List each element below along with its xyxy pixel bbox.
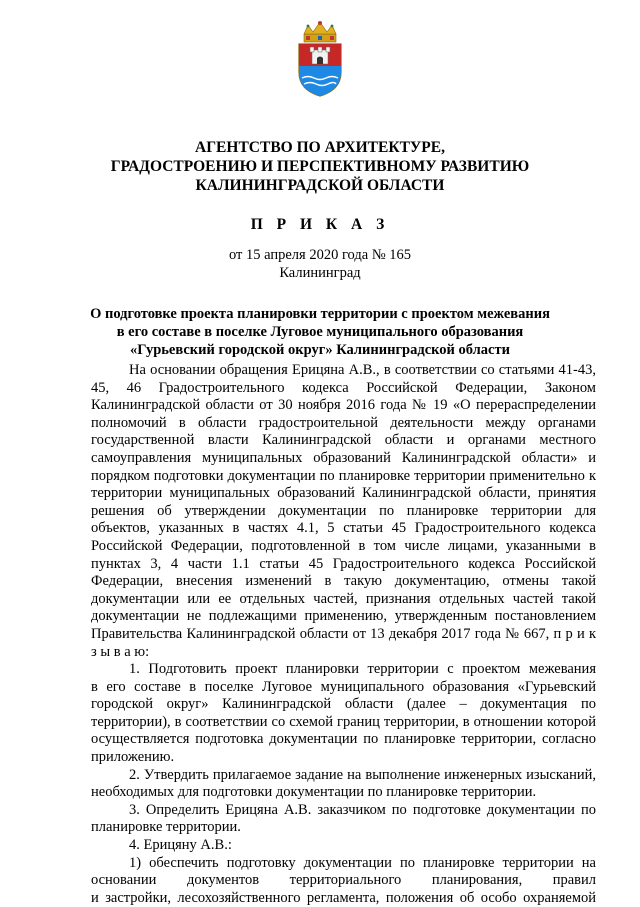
body-text-line: территории муниципальных образований Калининградской области, принятия	[91, 485, 596, 502]
document-type-title: П Р И К А З	[250, 216, 390, 233]
body-text-line: планировке территории.	[91, 819, 241, 836]
body-text-line: з ы в а ю:	[91, 643, 150, 660]
agency-line: АГЕНТСТВО ПО АРХИТЕКТУРЕ,	[195, 139, 445, 156]
body-text-line: 3. Определить Ерицяна А.В. заказчиком по подготовке документации по	[129, 801, 596, 818]
document-city: Калининград	[279, 265, 361, 281]
body-text-line: 45, 46 Градостроительного кодекса Российской Федерации, Законом	[91, 379, 596, 396]
crown-icon	[304, 21, 336, 42]
body-text-line: приложению.	[91, 749, 175, 766]
body-text-line: территории), в соответствии со схемой границ территории, в отношении которой	[91, 713, 596, 730]
body-text-line: необходимых для подготовки документации по планировке территории.	[91, 784, 537, 801]
body-text-line: самоуправления муниципальных образований Калининградской области» и	[91, 449, 596, 466]
body-text-line: и застройки, лесохозяйственного регламента, положения об особо охраняемой	[91, 889, 596, 906]
body-text-line: Федерации, внесения изменений в такую документацию, отмены такой	[91, 573, 596, 590]
body-text-line: На основании обращения Ерицяна А.В., в соответствии со статьями 41-43,	[129, 362, 596, 378]
document-body	[91, 362, 596, 907]
body-text-line: 1. Подготовить проект планировки территории с проектом межевания	[129, 661, 596, 678]
body-text-line: решения об утверждении документации по планировке территории для	[91, 502, 596, 519]
coat-of-arms-emblem	[296, 20, 344, 98]
body-text-line: полномочий в области градостроительной деятельности между органами	[91, 414, 596, 431]
body-text-line: порядком подготовки документации по планировке территории применительно к	[91, 467, 596, 484]
subject-line: О подготовке проекта планировки территории с проектом межевания	[90, 306, 550, 322]
document-subject	[60, 305, 580, 359]
body-text-line: государственной власти Калининградской области и органами местного	[91, 432, 596, 449]
shield-icon	[299, 44, 341, 96]
body-text-line: Российской Федерации, подготовленной в том числе лицами, указанными в	[91, 537, 596, 554]
document-meta	[60, 246, 580, 282]
subject-line: в его составе в поселке Луговое муниципального образования	[116, 324, 524, 340]
body-text-line: документации не подлежащими применению, утвержденным постановлением	[91, 608, 596, 625]
body-text-line: основании документов территориального планирования, правил	[91, 872, 596, 889]
agency-line: КАЛИНИНГРАДСКОЙ ОБЛАСТИ	[195, 177, 445, 194]
body-text-line: объектов, указанных в частях 4.1, 5 статьи 45 Градостроительного кодекса	[91, 520, 596, 537]
body-text-line: Правительства Калининградской области от 13 декабря 2017 года № 667, п р и к	[91, 625, 596, 642]
body-text-line: городской округ» Калининградской области (далее – документация по	[91, 696, 596, 713]
body-text-line: пунктах 3, 4 части 1.1 статьи 45 Градостроительного кодекса Российской	[91, 555, 596, 572]
agency-name	[60, 138, 580, 195]
body-text-line: осуществляется подготовка документации по планировке территории, согласно	[91, 731, 596, 748]
body-text-line: документации или ее отдельных частей, признания отдельных частей такой	[91, 590, 596, 607]
body-text-line: Калининградской области от 30 ноября 2016 года № 19 «О перераспределении	[91, 397, 596, 414]
document-date-number: от 15 апреля 2020 года № 165	[228, 247, 412, 263]
subject-line: «Гурьевский городской округ» Калининградской области	[130, 342, 510, 358]
body-text-line: 4. Ерицяну А.В.:	[129, 837, 232, 854]
agency-line: ГРАДОСТРОЕНИЮ И ПЕРСПЕКТИВНОМУ РАЗВИТИЮ	[110, 158, 530, 175]
body-text-line: 2. Утвердить прилагаемое задание на выполнение инженерных изысканий,	[129, 766, 596, 783]
body-text-line: 1) обеспечить подготовку документации по планировке территории на	[129, 854, 596, 871]
body-text-line: в его составе в поселке Луговое муниципального образования «Гурьевский	[91, 678, 596, 695]
